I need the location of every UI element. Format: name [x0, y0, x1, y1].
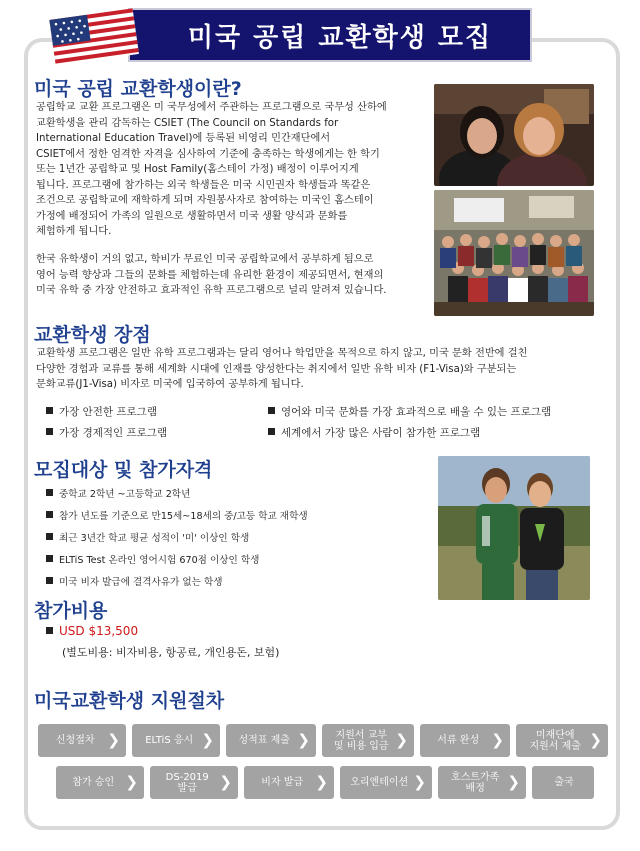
procedure-step: 미재단에 지원서 제출 ❯: [516, 724, 608, 757]
bullet-square-icon: [46, 428, 53, 435]
chevron-right-icon: ❯: [107, 731, 120, 749]
bullet-square-icon: [268, 428, 275, 435]
eligibility-item: 미국 비자 발급에 결격사유가 없는 학생: [46, 574, 223, 588]
chevron-right-icon: ❯: [297, 731, 310, 749]
benefit-item: 영어와 미국 문화를 가장 효과적으로 배울 수 있는 프로그램: [268, 404, 551, 419]
procedure-step: 비자 발급 ❯: [244, 766, 334, 799]
chevron-right-icon: ❯: [589, 731, 602, 749]
chevron-right-icon: ❯: [395, 731, 408, 749]
procedure-step: 성적표 제출 ❯: [226, 724, 316, 757]
cost-note: (별도비용: 비자비용, 항공료, 개인용돈, 보험): [62, 646, 280, 659]
bullet-square-icon: [46, 577, 53, 584]
classroom-group-photo: [434, 190, 594, 316]
eligibility-item: ELTiS Test 온라인 영어시험 670점 이상인 학생: [46, 552, 259, 566]
procedure-step: 서류 완성 ❯: [420, 724, 510, 757]
bullet-square-icon: [46, 511, 53, 518]
bullet-square-icon: [46, 489, 53, 496]
cost-price: USD $13,500: [59, 624, 139, 638]
bullet-square-icon: [268, 407, 275, 414]
procedure-step: 오리엔테이션 ❯: [340, 766, 432, 799]
benefit-item: 가장 경제적인 프로그램: [46, 425, 167, 440]
students-photo: [434, 84, 594, 186]
cost-price-item: [46, 624, 138, 638]
chevron-right-icon: ❯: [315, 773, 328, 791]
chevron-right-icon: ❯: [219, 773, 232, 791]
eligibility-item: 참가 년도를 기준으로 만15세~18세의 중/고등 학교 재학생: [46, 508, 308, 522]
eligibility-heading: 모집대상 및 참가자격: [34, 459, 213, 481]
benefit-item: 세계에서 가장 많은 사람이 참가한 프로그램: [268, 425, 480, 440]
eligibility-item: 중학교 2학년 ~고등학교 2학년: [46, 486, 190, 500]
intro-paragraph-2: 한국 유학생이 거의 없고, 학비가 무료인 미국 공립학교에서 공부하게 됨으로 영어 능력 향상과 그들의 문화를 체험하는데 유리한 환경이 제공되면서, 현재의 미국 유학 중 가장 안전하고 효과적인 유학 프로그램으로 널리 알려져 있습니다.: [36, 254, 387, 296]
procedure-step: 신청절차 ❯: [38, 724, 126, 757]
benefit-item: 가장 안전한 프로그램: [46, 404, 157, 419]
intro-heading: 미국 공립 교환학생이란?: [34, 78, 242, 100]
intro-paragraph-1: 공립학교 교환 프로그램은 미 국무성에서 주관하는 프로그램으로 국무성 산하에 교환학생을 관리 감독하는 CSIET (The Council on Standards for International Education Travel)에 등록된 비영리 민간재단에서 CSIET에서 정한 엄격한 자격을 심사하여 기준에 충족하는 학생에게는 한 학기 또는 1년간 공립학교 및 Host Family(홈스테이 가정) 배정이 이루어지게 됩니다. 프로그램에 참가하는 외국 학생들은 미국 시민권자 학생들과 똑같은 조건으로 공립학교에 재학하게 되며 자원봉사자로 참여하는 미국인 홈스테이 가정에 배정되어 가족의 일원으로 생활하면서 미국 생활 양식과 문화를 체험하게 됩니다.: [36, 102, 387, 237]
procedure-step: ELTiS 응시 ❯: [132, 724, 220, 757]
procedure-step: 출국: [532, 766, 594, 799]
benefits-heading: 교환학생 장점: [34, 324, 151, 346]
benefits-paragraph: 교환학생 프로그램은 일반 유학 프로그램과는 달리 영어나 학업만을 목적으로 하지 않고, 미국 문화 전반에 걸친 다양한 경험과 교류를 통해 세계화 시대에 인재를 양성한다는 취지에서 일반 유학 비자 (F1-Visa)와 구분되는 문화교류(J1-Visa) 비자로 미국에 입국하여 공부하게 됩니다.: [36, 348, 528, 390]
bullet-square-icon: [46, 627, 53, 634]
chevron-right-icon: ❯: [491, 731, 504, 749]
bullet-square-icon: [46, 533, 53, 540]
eligibility-item: 최근 3년간 학교 평균 성적이 '미' 이상인 학생: [46, 530, 249, 544]
procedure-step: 참가 승인 ❯: [56, 766, 144, 799]
bullet-square-icon: [46, 555, 53, 562]
title-banner: [128, 8, 532, 62]
chevron-right-icon: ❯: [125, 773, 138, 791]
bullet-square-icon: [46, 407, 53, 414]
chevron-right-icon: ❯: [507, 773, 520, 791]
soccer-students-photo: [438, 456, 590, 600]
procedure-step: 지원서 교부 및 비용 입금 ❯: [322, 724, 414, 757]
us-flag-icon: [44, 6, 144, 66]
chevron-right-icon: ❯: [201, 731, 214, 749]
chevron-right-icon: ❯: [413, 773, 426, 791]
procedure-heading: 미국교환학생 지원절차: [34, 690, 225, 712]
procedure-step: DS-2019 발급 ❯: [150, 766, 238, 799]
page-title: 미국 공립 교환학생 모집: [187, 22, 493, 53]
cost-heading: 참가비용: [34, 600, 108, 622]
procedure-step: 호스트가족 배정 ❯: [438, 766, 526, 799]
